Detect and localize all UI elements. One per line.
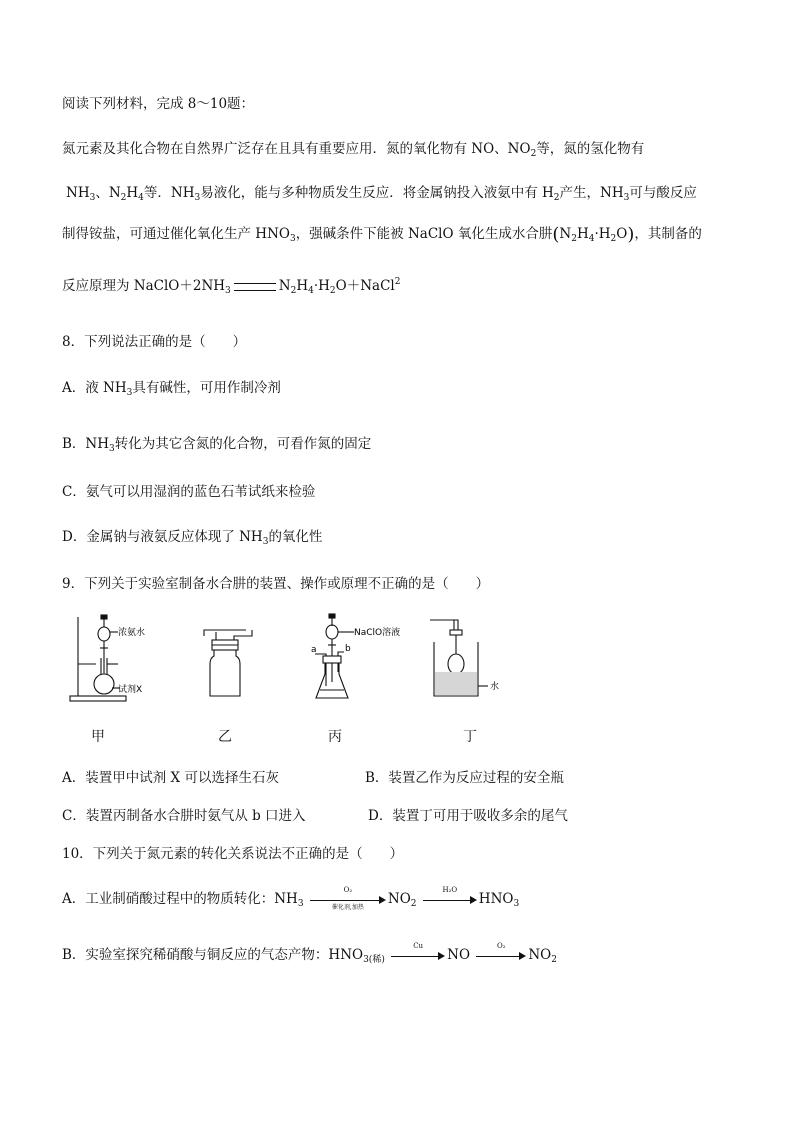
q8-option-c: C．氨气可以用湿润的蓝色石苇试纸来检验 (62, 484, 316, 500)
bing-liquid-label: NaClO溶液 (354, 628, 401, 638)
material-line-2: $NH_3$、$N_2H_4$等．$NH_3$易液化，能与多种物质发生反应．将金属钠投入液氨中有 $H_2$产生，$NH_3$可与酸反应 (66, 185, 697, 203)
intro-text: 阅读下列材料，完成 8～10题： (62, 96, 255, 112)
q10-option-b: B．实验室探究稀硝酸与铜反应的气态产物：$HNO_{3(稀)}$ Cu NO O₂ $NO_2$ (62, 941, 557, 965)
apparatus-bing (310, 612, 420, 704)
equals-sign (234, 283, 276, 291)
q8-option-d: D．金属钠与液氨反应体现了 $NH_3$的氧化性 (62, 529, 323, 547)
q8-option-b: B．$NH_3$转化为其它含氮的化合物，可看作氮的固定 (62, 436, 372, 454)
q9-stem: 9．下列关于实验室制备水合肼的装置、操作或原理不正确的是（ ） (62, 576, 490, 592)
q9-option-c: C．装置丙制备水合肼时氨气从 b 口进入 (62, 808, 306, 824)
q10-stem: 10．下列关于氮元素的转化关系说法不正确的是（ ） (62, 846, 404, 862)
q10-option-a: A．工业制硝酸过程中的物质转化：$NH_3$ O₂ 催化剂,加热 $NO_2$ H₂O $HNO_3$ (62, 885, 520, 911)
q8-stem: 8．下列说法正确的是（ ） (62, 334, 247, 350)
q9-option-d: D．装置丁可用于吸收多余的尾气 (368, 808, 568, 824)
apparatus-yi (200, 628, 260, 700)
caption-yi: 乙 (218, 729, 232, 745)
material-line-4: 反应原理为 $NaClO+2NH_3$ $N_2H_4\cdot H_2O+NaCl^2$ (62, 277, 401, 296)
apparatus-jia (66, 612, 176, 704)
material-line-3: 制得铵盐，可通过催化氧化生产 $HNO_3$，强碱条件下能被 NaClO 氧化生成水合肼$(N_2H_4\cdot H_2O)$，其制备的 (62, 224, 702, 245)
caption-jia: 甲 (91, 729, 105, 745)
caption-bing: 丙 (328, 729, 342, 745)
jia-reagent-label: 试剂X (118, 685, 143, 695)
q8-option-a: A．液 $NH_3$具有碱性，可用作制冷剂 (62, 380, 281, 398)
q9-option-b: B．装置乙作为反应过程的安全瓶 (365, 770, 564, 786)
reaction-arrow: O₂ (476, 949, 526, 963)
bing-a-label: a (311, 645, 317, 655)
apparatus-ding (428, 616, 528, 700)
jia-liquid-label: 浓氨水 (118, 628, 146, 638)
q9-option-a: A．装置甲中试剂 X 可以选择生石灰 (62, 770, 279, 786)
caption-ding: 丁 (463, 729, 477, 745)
reaction-arrow: O₂ 催化剂,加热 (310, 893, 386, 907)
material-line-1: 氮元素及其化合物在自然界广泛存在且具有重要应用．氮的氧化物有 NO、$NO_2$等，氮的氢化物有 (62, 141, 645, 159)
ding-water-label: 水 (490, 682, 500, 692)
bing-b-label: b (345, 644, 351, 654)
reaction-arrow: H₂O (423, 893, 477, 907)
reaction-arrow: Cu (391, 949, 445, 963)
